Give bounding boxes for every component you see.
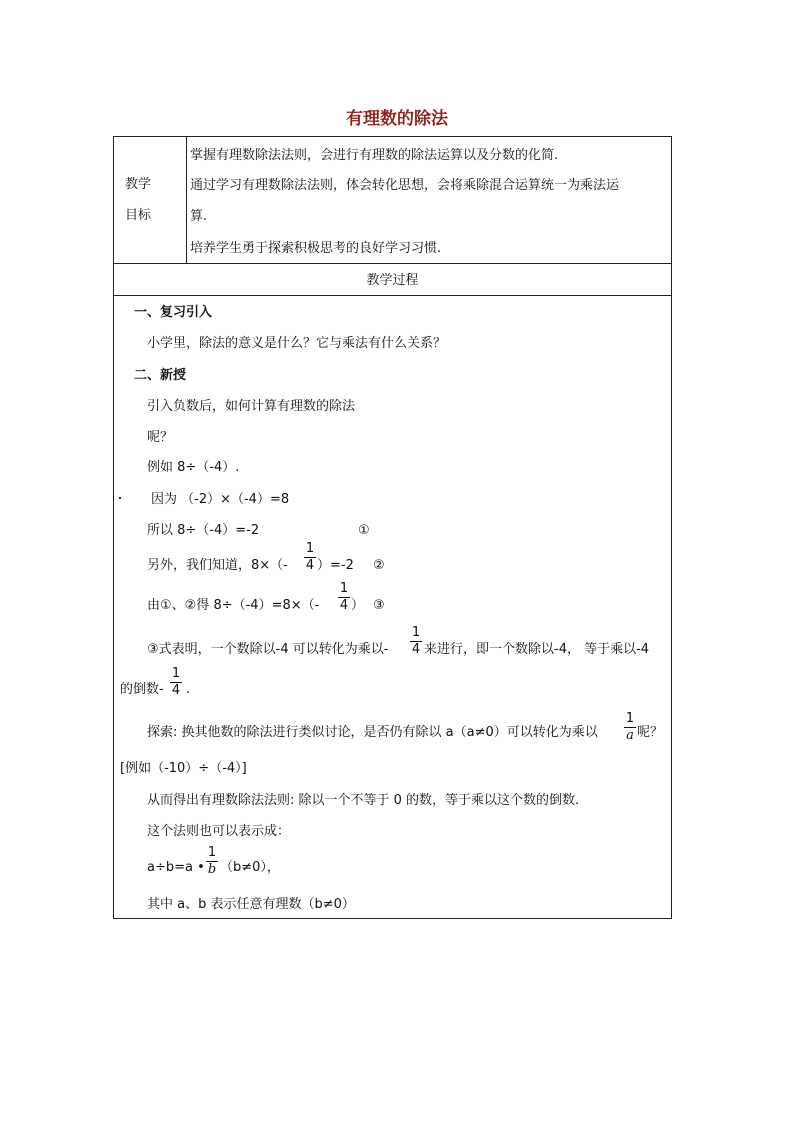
reciprocal-line-start: 的倒数- <box>120 682 164 697</box>
fraction-one-over-b <box>206 846 218 877</box>
fraction-denominator: a <box>626 728 634 743</box>
section2-heading: 二、新授 <box>134 368 187 383</box>
fraction-numerator: 1 <box>625 711 635 726</box>
fraction-one-quarter-d <box>170 667 182 698</box>
also-line-end: ）=-2 <box>317 558 354 573</box>
objective-3: 培养学生勇于探索积极思考的良好学习习惯. <box>190 241 442 256</box>
fraction-one-quarter-c <box>410 626 422 657</box>
section1-question: 小学里，除法的意义是什么？它与乘法有什么关系？ <box>147 336 447 351</box>
formula-start: a÷b=a • <box>147 860 205 875</box>
so-line: 所以 8÷（-4）=-2 <box>147 523 260 538</box>
objectives-label-2: 目标 <box>125 208 152 223</box>
fraction-denominator: b <box>207 862 217 877</box>
section1-heading: 一、复习引入 <box>134 305 213 320</box>
fraction-numerator: 1 <box>207 845 217 860</box>
lesson-table <box>113 136 672 919</box>
from-line-end: ） <box>351 598 365 613</box>
explanation-start: ③式表明，一个数除以-4 可以转化为乘以- <box>147 642 389 657</box>
formula-end: （b≠0）， <box>220 860 280 875</box>
division-rule: 从而得出有理数除法法则: 除以一个不等于 0 的数，等于乘以这个数的倒数. <box>147 793 580 808</box>
objectives-label-1: 教学 <box>125 177 152 192</box>
because-line: 因为 （-2）×（-4）=8 <box>151 492 290 507</box>
equation-marker-2: ② <box>373 558 385 573</box>
equation-marker-1: ① <box>358 523 370 538</box>
reciprocal-line-end: . <box>186 682 191 697</box>
also-line-start: 另外，我们知道，8×（- <box>147 558 288 573</box>
stray-mark <box>119 497 121 499</box>
explore-line-start: 探索: 换其他数的除法进行类似讨论，是否仍有除以 a（a≠0）可以转化为乘以 <box>147 725 598 740</box>
fraction-numerator: 1 <box>339 581 349 596</box>
row-divider-objectives <box>114 263 671 264</box>
explanation-end: 来进行，即一个数除以-4， 等于乘以-4 <box>424 642 650 657</box>
fraction-numerator: 1 <box>305 541 315 556</box>
fraction-denominator: 4 <box>339 598 349 613</box>
where-line: 其中 a、b 表示任意有理数（b≠0） <box>147 897 355 912</box>
fraction-denominator: 4 <box>305 558 315 573</box>
fraction-one-over-a <box>624 712 636 743</box>
objective-1: 掌握有理数除法法则，会进行有理数的除法运算以及分数的化简. <box>190 148 559 163</box>
intro-line-1: 引入负数后，如何计算有理数的除法 <box>147 399 356 414</box>
rule-expression-intro: 这个法则也可以表示成： <box>147 824 291 839</box>
intro-line-2: 呢？ <box>147 430 174 445</box>
equation-marker-3: ③ <box>373 598 385 613</box>
objective-2-cont: 算. <box>190 209 208 224</box>
document-title: 有理数的除法 <box>346 109 448 129</box>
label-column-divider <box>186 137 187 263</box>
row-divider-process-header <box>114 295 671 296</box>
objective-2: 通过学习有理数除法法则，体会转化思想，会将乘除混合运算统一为乘法运 <box>190 178 620 193</box>
fraction-numerator: 1 <box>171 666 181 681</box>
explore-line-end: 呢？ <box>637 725 664 740</box>
from-line-start: 由①、②得 8÷（-4）=8×（- <box>147 598 320 613</box>
example-line: 例如 8÷（-4）. <box>147 460 240 475</box>
fraction-denominator: 4 <box>411 642 421 657</box>
fraction-numerator: 1 <box>411 625 421 640</box>
fraction-one-quarter-b <box>338 582 350 613</box>
process-header: 教学过程 <box>366 273 419 288</box>
example-2: [例如（-10）÷（-4）] <box>120 761 247 776</box>
fraction-one-quarter-a <box>304 542 316 573</box>
fraction-denominator: 4 <box>171 683 181 698</box>
